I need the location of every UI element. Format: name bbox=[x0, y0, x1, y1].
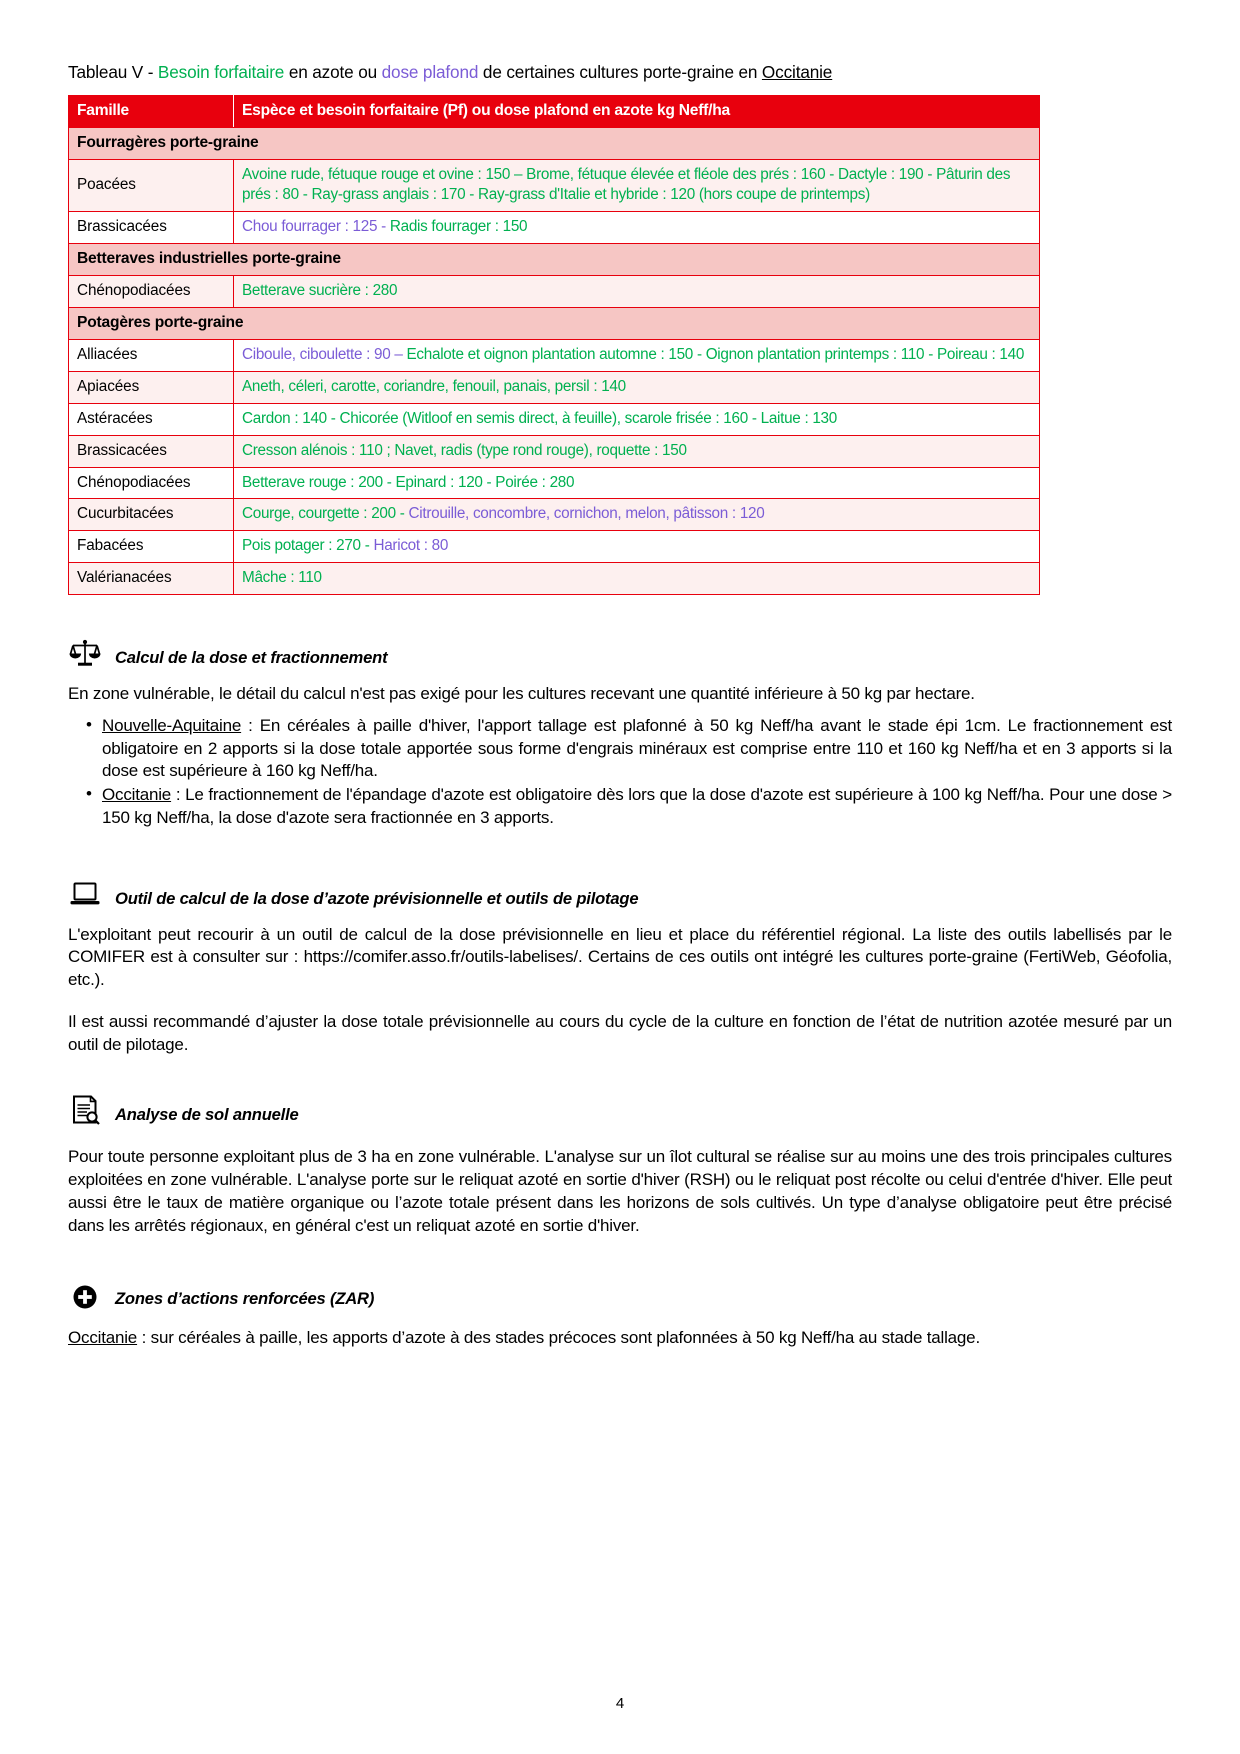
section-outil-calcul bbox=[68, 876, 1172, 1057]
zar-paragraph bbox=[68, 1327, 1172, 1350]
species-segment-green: Mâche : 110 bbox=[242, 569, 322, 587]
species-segment-green: Courge, courgette : 200 - bbox=[242, 505, 409, 523]
cell-famille: Apiacées bbox=[69, 371, 234, 403]
bullet-separator: : bbox=[171, 785, 186, 805]
section-analyse-sol bbox=[68, 1092, 1172, 1237]
zar-text: : sur céréales à paille, les apports d’azote à des stades précoces sont plafonnées à 50 kg Neff/ha au stade tallage. bbox=[137, 1327, 980, 1347]
species-segment-purple: Ciboule, ciboulette : 90 – bbox=[242, 346, 407, 364]
column-header-famille: Famille bbox=[69, 95, 234, 127]
cell-espece bbox=[234, 531, 1040, 563]
caption-mid: en azote ou bbox=[284, 62, 382, 82]
species-segment-green: Aneth, céleri, carotte, coriandre, fenouil, panais, persil : 140 bbox=[242, 377, 626, 395]
zar-region-label: Occitanie bbox=[68, 1327, 138, 1347]
table-caption bbox=[68, 62, 1172, 84]
group-label: Betteraves industrielles porte-graine bbox=[69, 243, 1040, 275]
species-segment-green: Betterave sucrière : 280 bbox=[242, 281, 398, 299]
cell-famille: Chénopodiacées bbox=[69, 467, 234, 499]
bullet-text: Le fractionnement de l'épandage d'azote est obligatoire dès lors que la dose d'azote est supérieure à 100 kg Neff/ha. Pour une dose > 150 kg Neff/ha, la dose d'azote sera fractionnée en 3 apports. bbox=[102, 785, 1172, 827]
section-header bbox=[68, 876, 1172, 910]
outil-paragraph-1: L'exploitant peut recourir à un outil de calcul de la dose prévisionnelle en lieu et place du référentiel régional. La liste des outils labellisés par le COMIFER est à consulter sur : https://comifer.asso.fr/outils-labelises/. Certains de ces outils ont intégré les cultures porte-graine (FertiWeb, Géofolia, etc.). bbox=[68, 924, 1172, 990]
table-row bbox=[69, 211, 1040, 243]
cell-famille: Poacées bbox=[69, 160, 234, 212]
analyse-paragraph: Pour toute personne exploitant plus de 3 ha en zone vulnérable. L'analyse sur un îlot cultural se réalise sur au moins une des trois principales cultures exploitées en zone vulnérable. L'analyse porte sur le reliquat azoté en sortie d'hiver (RSH) ou le reliquat post récolte ou celui d'entrée d'hiver. Elle peut aussi être le taux de matière organique ou l’azote totale présent dans les horizons de sols cultivés. Un type d’analyse obligatoire peut être précisé dans les arrêtés régionaux, en général c'est un reliquat azoté en sortie d'hiver. bbox=[68, 1147, 1172, 1235]
cell-espece bbox=[234, 563, 1040, 595]
cell-espece bbox=[234, 435, 1040, 467]
page-number: 4 bbox=[615, 1695, 625, 1712]
species-segment-green: Radis fourrager : 150 bbox=[389, 217, 528, 235]
cell-famille: Alliacées bbox=[69, 340, 234, 372]
outil-paragraph-2: Il est aussi recommandé d’ajuster la dose totale prévisionnelle au cours du cycle de la culture en fonction de l’état de nutrition azotée mesuré par un outil de pilotage. bbox=[68, 1011, 1172, 1054]
species-segment-purple: Citrouille, concombre, cornichon, melon, pâtisson : 120 bbox=[408, 505, 765, 523]
cell-espece bbox=[234, 340, 1040, 372]
cell-famille: Brassicacées bbox=[69, 435, 234, 467]
species-segment-purple: Haricot : 80 bbox=[373, 537, 449, 555]
cell-espece bbox=[234, 275, 1040, 307]
species-segment-green: Cresson alénois : 110 ; Navet, radis (type rond rouge), roquette : 150 bbox=[242, 441, 687, 459]
table-group-row bbox=[69, 243, 1040, 275]
section-title: Outil de calcul de la dose d’azote prévisionnelle et outils de pilotage bbox=[115, 888, 639, 908]
section-title: Zones d’actions renforcées (ZAR) bbox=[115, 1288, 375, 1308]
cell-espece bbox=[234, 211, 1040, 243]
caption-prefix: Tableau V - bbox=[68, 62, 158, 82]
species-segment-green: Betterave rouge : 200 - Epinard : 120 - Poirée : 280 bbox=[242, 473, 575, 491]
section-header bbox=[68, 1276, 1172, 1310]
calcul-bullet-list bbox=[68, 715, 1172, 830]
species-segment-green: Echalote et oignon plantation automne : 150 - Oignon plantation printemps : 110 - Poireau : 140 bbox=[406, 346, 1025, 364]
species-segment-green: Pois potager : 270 - bbox=[242, 537, 374, 555]
balance-scale-icon bbox=[68, 635, 102, 669]
caption-besoin-forfaitaire: Besoin forfaitaire bbox=[157, 62, 285, 82]
table-group-row bbox=[69, 127, 1040, 159]
species-segment-purple: Chou fourrager : 125 - bbox=[242, 217, 390, 235]
table-row bbox=[69, 275, 1040, 307]
laptop-icon bbox=[68, 876, 102, 910]
plus-circle-icon bbox=[68, 1276, 102, 1310]
group-label: Fourragères porte-graine bbox=[69, 127, 1040, 159]
table-row bbox=[69, 563, 1040, 595]
section-zar bbox=[68, 1276, 1172, 1350]
cell-famille: Astéracées bbox=[69, 403, 234, 435]
bullet-region-label: Nouvelle-Aquitaine bbox=[102, 715, 242, 735]
caption-dose-plafond: dose plafond bbox=[381, 62, 479, 82]
table-row bbox=[69, 435, 1040, 467]
cell-espece bbox=[234, 467, 1040, 499]
table-row bbox=[69, 371, 1040, 403]
calcul-intro-paragraph: En zone vulnérable, le détail du calcul n'est pas exigé pour les cultures recevant une quantité inférieure à 50 kg par hectare. bbox=[68, 684, 975, 704]
table-row bbox=[69, 340, 1040, 372]
document-analysis-icon bbox=[68, 1092, 102, 1126]
cell-espece bbox=[234, 499, 1040, 531]
section-header bbox=[68, 1092, 1172, 1126]
cell-famille: Cucurbitacées bbox=[69, 499, 234, 531]
species-segment-green: Avoine rude, fétuque rouge et ovine : 150 – Brome, fétuque élevée et fléole des prés : 160 - Dactyle : 190 - Pâturin des prés : 80 - Ray-grass anglais : 170 - Ray-grass d'Italie et hybride : 120 (hors coupe de printemps) bbox=[242, 166, 1011, 203]
section-title: Analyse de sol annuelle bbox=[115, 1105, 299, 1125]
column-header-espece: Espèce et besoin forfaitaire (Pf) ou dose plafond en azote kg Neff/ha bbox=[234, 95, 1040, 127]
table-row bbox=[69, 403, 1040, 435]
cell-famille: Fabacées bbox=[69, 531, 234, 563]
section-title: Calcul de la dose et fractionnement bbox=[115, 648, 388, 668]
list-item bbox=[86, 715, 1172, 783]
bullet-separator: : bbox=[241, 715, 260, 735]
cell-espece bbox=[234, 403, 1040, 435]
cell-espece bbox=[234, 160, 1040, 212]
bullet-text: En céréales à paille d'hiver, l'apport tallage est plafonné à 50 kg Neff/ha avant le stade épi 1cm. Le fractionnement est obligatoire en 2 apports si la dose totale apportée sous forme d'engrais minéraux est comprise entre 110 et 160 kg Neff/ha et en 3 apports si la dose est supérieure à 160 kg Neff/ha. bbox=[102, 715, 1172, 781]
nitrogen-requirements-table bbox=[68, 95, 1040, 596]
table-row bbox=[69, 467, 1040, 499]
group-label: Potagères porte-graine bbox=[69, 307, 1040, 339]
caption-region: Occitanie bbox=[761, 62, 833, 82]
cell-famille: Brassicacées bbox=[69, 211, 234, 243]
table-row bbox=[69, 531, 1040, 563]
table-group-row bbox=[69, 307, 1040, 339]
section-header bbox=[68, 635, 1172, 669]
caption-mid2: de certaines cultures porte-graine en bbox=[478, 62, 762, 82]
cell-famille: Chénopodiacées bbox=[69, 275, 234, 307]
cell-famille: Valérianacées bbox=[69, 563, 234, 595]
bullet-region-label: Occitanie bbox=[102, 785, 172, 805]
species-segment-green: Cardon : 140 - Chicorée (Witloof en semis direct, à feuille), scarole frisée : 160 - Laitue : 130 bbox=[242, 409, 837, 427]
list-item bbox=[86, 784, 1172, 830]
cell-espece bbox=[234, 371, 1040, 403]
section-calcul-dose bbox=[68, 635, 1172, 830]
table-row bbox=[69, 499, 1040, 531]
table-row bbox=[69, 160, 1040, 212]
table-header-row bbox=[69, 95, 1040, 127]
